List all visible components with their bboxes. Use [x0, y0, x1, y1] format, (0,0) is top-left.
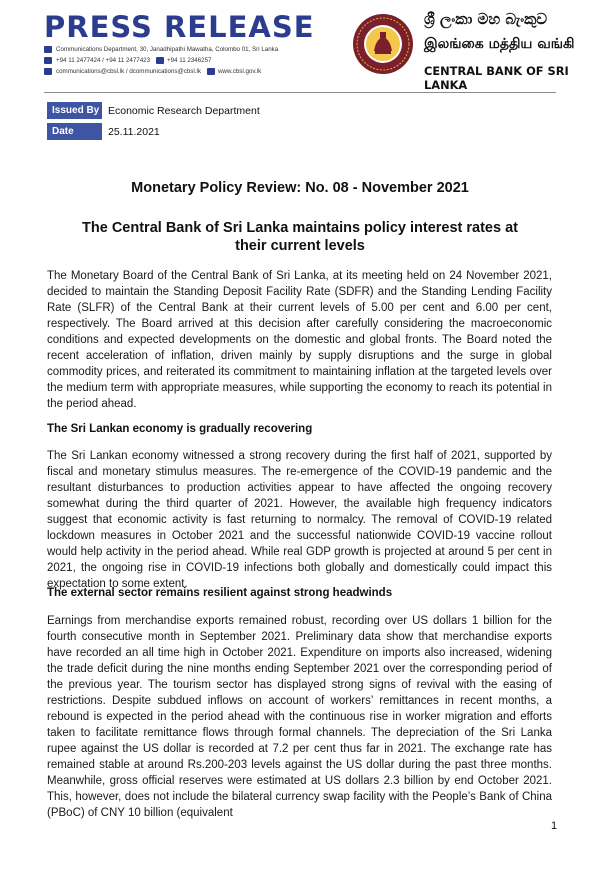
document-title: Monetary Policy Review: No. 08 - November 2021 [131, 180, 469, 196]
issued-by-row [47, 102, 260, 119]
date-value: 25.11.2021 [108, 125, 160, 138]
header-divider [44, 92, 556, 93]
page-number: 1 [551, 820, 558, 832]
web-icon [207, 68, 215, 75]
address-text: Communications Department, 30, Janadhipathi Mawatha, Colombo 01, Sri Lanka [56, 46, 279, 53]
email-icon [44, 68, 52, 75]
letterhead [0, 0, 600, 92]
paragraph-external-sector: Earnings from merchandise exports remained robust, recording over US dollars 1 billion for the fourth consecutive month in September 2021. Preliminary data show that merchandise exports have recorded an all time high in October 2021. Expenditure on imports also increased, widening the trade deficit during the nine months ending September 2021 over the corresponding period of the previous year. The tourism sector has displayed strong signs of revival with the easing of restrictions. Despite subdued inflows on account of workers’ remittances in recent months, a rebound is expected in the period ahead with the continuous rise in worker migration and efforts taken to facilitate remittance flows through formal channels. The depreciation of the Sri Lanka rupee against the US dollar is recorded at 7.2 per cent thus far in 2021. The exchange rate has remained stable at around Rs.200-203 levels against the US dollar during the past three months. Meanwhile, gross official reserves were estimated at US dollars 2.3 billion by end October 2021. This, however, does not include the bilateral currency swap facility with the People’s Bank of China (PBoC) of CNY 10 billion (equivalent [47, 615, 552, 819]
cbsl-seal-icon [352, 13, 414, 75]
phone-text: +94 11 2477424 / +94 11 2477423 [56, 57, 151, 64]
issued-by-value: Economic Research Department [108, 104, 260, 117]
contact-web [44, 68, 261, 75]
fax-text: +94 11 2346257 [167, 57, 212, 64]
press-release-title: PRESS RELEASE [44, 10, 315, 44]
fax-icon [156, 57, 164, 64]
section-heading-external-sector: The external sector remains resilient against strong headwinds [47, 587, 393, 599]
date-label: Date [47, 123, 102, 140]
phone-icon [44, 57, 52, 64]
issued-by-label: Issued By [47, 102, 102, 119]
bank-name-tamil: இலங்கை மத்திய வங்கி [424, 36, 575, 52]
paragraph-intro: The Monetary Board of the Central Bank of Sri Lanka, at its meeting held on 24 November 2021, decided to maintain the Standing Deposit Facility Rate (SDFR) and the Standing Lending Facility Rate (SLFR) of the Central Bank at their current levels of 5.00 per cent and 6.00 per cent, respectively. The Board arrived at this decision after carefully considering the macroeconomic conditions and expected developments on the domestic and global fronts. The Board noted the recent acceleration of inflation, driven mainly by supply disruptions and the surge in global commodity prices, and reiterated its commitment to maintaining inflation at the targeted levels over the medium term with appropriate measures, while supporting the economy to reach its potential in the period ahead. [47, 270, 552, 410]
email-text[interactable]: communications@cbsl.lk / dcommunications@cbsl.lk [56, 68, 201, 75]
issue-meta [47, 102, 260, 144]
document-subtitle: The Central Bank of Sri Lanka maintains policy interest rates at their current levels [82, 220, 518, 254]
bank-name-sinhala: ශ්‍රී ලංකා මහ බැංකුව [424, 10, 548, 28]
building-icon [44, 46, 52, 53]
paragraph-economy: The Sri Lankan economy witnessed a strong recovery during the first half of 2021, supported by fiscal and monetary stimulus measures. The re-emergence of the COVID-19 pandemic and the resultant disturbances to production activities appear to have affected the ongoing recovery somewhat during the third quarter of 2021. However, the available high frequency indicators suggest that economic activity is fast returning to normalcy. The removal of COVID-19 related lockdown measures in October 2021 and the successful nationwide COVID-19 vaccine rollout would help activity in the period ahead. While real GDP growth is projected at around 5 per cent in 2021, the ongoing rise in COVID-19 infections both globally and domestically could impact this expectation to some extent. [47, 450, 552, 590]
bank-name-english: CENTRAL BANK OF SRI LANKA [424, 64, 569, 92]
contact-address [44, 46, 278, 53]
section-heading-economy: The Sri Lankan economy is gradually recovering [47, 423, 313, 435]
contact-phone [44, 57, 212, 64]
web-text[interactable]: www.cbsl.gov.lk [217, 68, 262, 75]
date-row [47, 123, 260, 140]
